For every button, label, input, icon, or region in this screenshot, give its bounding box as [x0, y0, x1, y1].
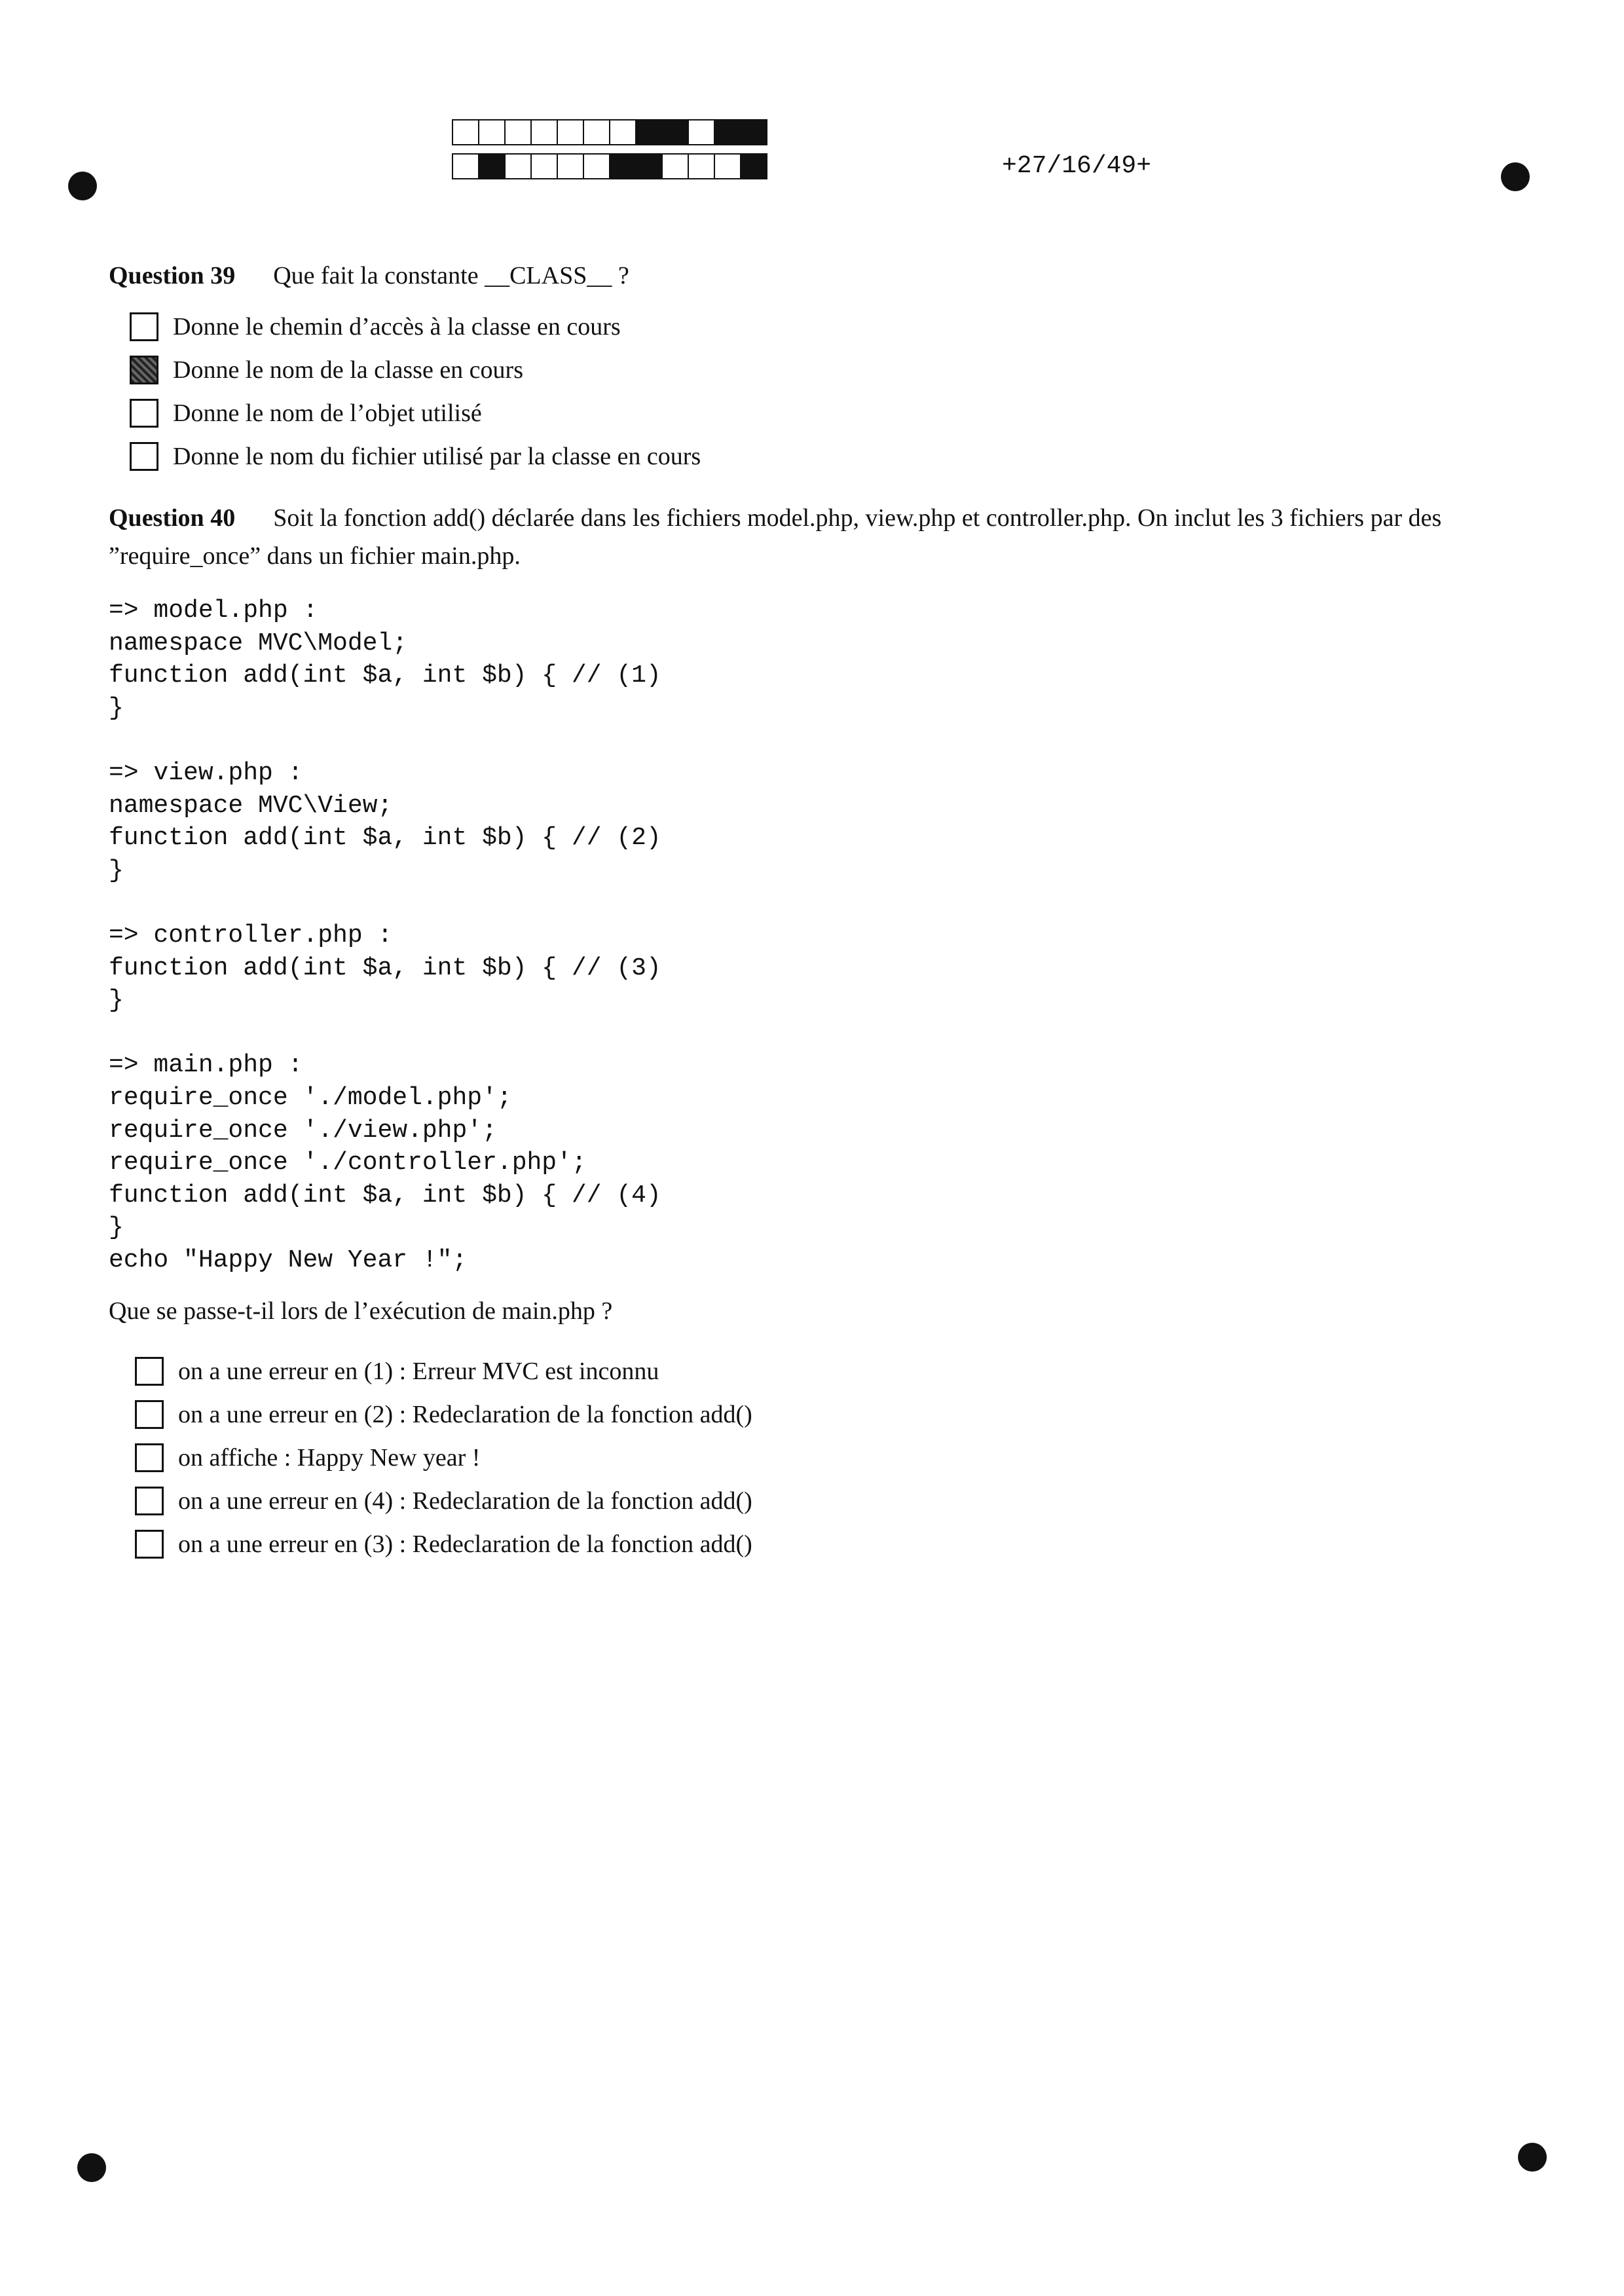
- barcode-cell: [583, 153, 610, 179]
- question-40-label: Question 40: [109, 504, 236, 532]
- barcode-cell: [609, 119, 637, 145]
- question-39-label: Question 39: [109, 262, 236, 289]
- barcode-cell: [504, 153, 532, 179]
- barcode-cell: [452, 153, 479, 179]
- registration-mark-bottom-left: [77, 2153, 106, 2182]
- barcode-cell: [504, 119, 532, 145]
- barcode-cell: [688, 153, 715, 179]
- question-40-prompt: Que se passe-t-il lors de l’exécution de main.php ?: [109, 1297, 613, 1325]
- answer-option[interactable]: [130, 348, 701, 392]
- answer-checkbox[interactable]: [135, 1400, 164, 1429]
- answer-checkbox[interactable]: [130, 312, 158, 341]
- question-39: [109, 257, 701, 478]
- barcode-cell: [688, 119, 715, 145]
- answer-option-text: on a une erreur en (4) : Redeclaration de la fonction add(): [178, 1487, 752, 1515]
- question-39-header: [109, 257, 701, 295]
- answer-option[interactable]: [135, 1350, 1517, 1393]
- barcode-cell: [714, 153, 741, 179]
- registration-mark-top-right: [1501, 162, 1530, 191]
- registration-mark-bottom-right: [1518, 2143, 1547, 2172]
- answer-option[interactable]: [130, 392, 701, 435]
- barcode-cell: [740, 119, 767, 145]
- answer-option[interactable]: [135, 1479, 1517, 1523]
- barcode-cell: [452, 119, 479, 145]
- answer-option-text: Donne le chemin d’accès à la classe en cours: [173, 313, 621, 341]
- barcode-cell: [740, 153, 767, 179]
- answer-checkbox[interactable]: [130, 356, 158, 384]
- question-40-text: Soit la fonction add() déclarée dans les fichiers model.php, view.php et controller.php. On inclut les 3 fichiers par des ”require_once” dans un fichier main.php.: [109, 504, 1442, 570]
- question-40-options: [135, 1350, 1517, 1566]
- answer-option-text: Donne le nom de la classe en cours: [173, 356, 523, 384]
- answer-checkbox[interactable]: [135, 1357, 164, 1386]
- answer-option[interactable]: [135, 1436, 1517, 1479]
- answer-option-text: on a une erreur en (2) : Redeclaration de la fonction add(): [178, 1401, 752, 1429]
- barcode-cell: [530, 119, 558, 145]
- answer-option[interactable]: [130, 305, 701, 348]
- question-39-options: [130, 305, 701, 478]
- answer-checkbox[interactable]: [130, 399, 158, 428]
- barcode-cell: [478, 119, 506, 145]
- barcode-row-top: [452, 119, 766, 145]
- barcode-cell: [661, 119, 689, 145]
- page-identifier: +27/16/49+: [1002, 152, 1152, 180]
- answer-checkbox[interactable]: [135, 1443, 164, 1472]
- barcode-cell: [635, 153, 663, 179]
- registration-mark-top-left: [68, 172, 97, 200]
- barcode-cell: [557, 119, 584, 145]
- answer-option[interactable]: [135, 1523, 1517, 1566]
- question-39-text: Que fait la constante __CLASS__ ?: [273, 262, 629, 289]
- barcode-cell: [583, 119, 610, 145]
- answer-option[interactable]: [130, 435, 701, 478]
- answer-option-text: Donne le nom du fichier utilisé par la classe en cours: [173, 443, 701, 470]
- answer-option-text: on a une erreur en (3) : Redeclaration de la fonction add(): [178, 1530, 752, 1559]
- barcode-cell: [635, 119, 663, 145]
- barcode-row-bottom: [452, 153, 766, 179]
- barcode-cell: [714, 119, 741, 145]
- barcode-cell: [557, 153, 584, 179]
- barcode-cell: [478, 153, 506, 179]
- answer-option-text: on a une erreur en (1) : Erreur MVC est inconnu: [178, 1358, 659, 1386]
- barcode-cell: [661, 153, 689, 179]
- answer-checkbox[interactable]: [135, 1530, 164, 1559]
- question-40-header: [109, 499, 1517, 575]
- answer-checkbox[interactable]: [135, 1487, 164, 1515]
- answer-checkbox[interactable]: [130, 442, 158, 471]
- question-40: [109, 499, 1517, 1566]
- answer-option-text: Donne le nom de l’objet utilisé: [173, 399, 482, 427]
- answer-option-text: on affiche : Happy New year !: [178, 1444, 481, 1472]
- barcode-cell: [530, 153, 558, 179]
- answer-option[interactable]: [135, 1393, 1517, 1436]
- barcode-cell: [609, 153, 637, 179]
- code-listing: => model.php : namespace MVC\Model; function add(int $a, int $b) { // (1) } => view.php : namespace MVC\View; function add(int $a, int $b) { // (2) } => controller.php : function add(int $a, int $b) { // (3) } => main.php : require_once './model.php'; require_once './view.php'; require_once './controller.php'; function add(int $a, int $b) { // (4) } echo "Happy New Year !";: [109, 597, 661, 1274]
